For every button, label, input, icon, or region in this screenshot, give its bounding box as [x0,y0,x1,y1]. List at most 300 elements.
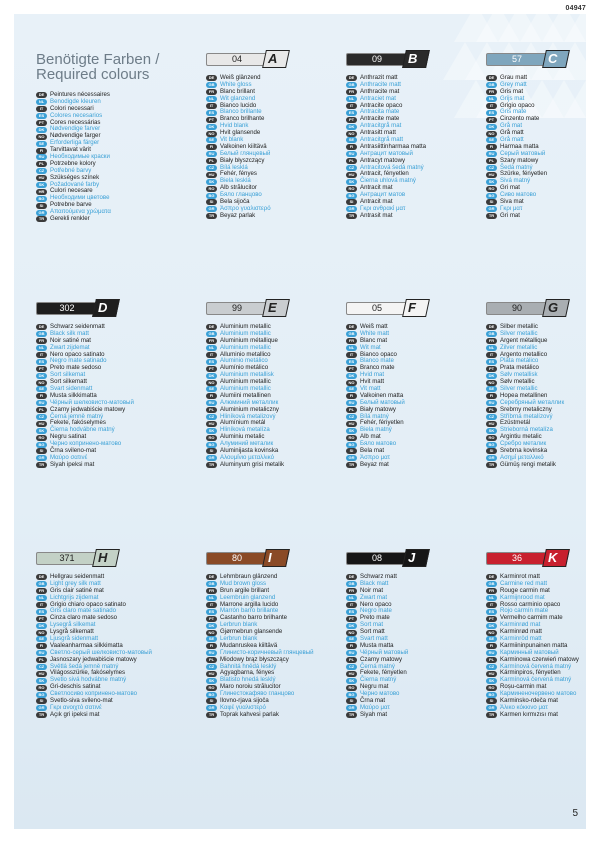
list-item-text: Бяло гланцово [220,191,262,199]
language-flag-icon: NO [36,380,47,386]
list-item-text: Sort silkematt [50,378,87,386]
list-item-text: Άσπρο ματ [360,453,391,461]
list-item-text: Černá jemně matný [50,412,104,420]
color-name-list [36,324,134,469]
list-item-text: Noir satiné mat [50,336,91,344]
language-flag-icon: DE [206,324,217,330]
list-item-text: Argintiu metalic [500,433,542,441]
list-item-text: Blanco brillante [220,108,262,116]
list-item-text: Castanho barro brilhante [220,614,288,622]
language-flag-icon: GB [36,331,47,337]
language-flag-icon: SK [36,182,47,188]
list-item-text: Серый матовый [500,149,546,157]
language-flag-icon: GR [36,705,47,711]
list-item-text: Vermelho carmim mate [500,614,563,622]
color-number: 04 [231,54,242,64]
language-flag-icon: GR [36,455,47,461]
title-line-1: Benötigte Farben / [36,51,160,68]
language-flag-icon: GR [486,705,497,711]
list-item [36,216,111,223]
language-flag-icon: DE [206,574,217,580]
list-item-text: Blanc mat [360,336,388,344]
list-item-text: Αλουμίνιο μεταλλικό [220,453,274,461]
language-flag-icon: CZ [346,165,357,171]
list-item-text: Antracit mat [360,184,393,192]
list-item-text: Lysgrå silkematt [50,628,94,636]
list-item-text: Szükséges színek [50,173,100,181]
list-item-text: Gjørmebrun glansende [220,628,283,636]
list-item-text: Grigio opaco [500,101,535,109]
language-flag-icon: RO [486,435,497,441]
color-letter-tag [402,549,430,567]
language-flag-icon: NO [486,630,497,636]
list-item-text: Hvit matt [360,378,385,386]
language-flag-icon: HU [36,671,47,677]
list-item-text: Черно матово [360,690,400,698]
list-item-text: Peintures nécessaires [50,91,110,98]
language-flag-icon: DK [206,373,217,379]
list-item-text: Gri mat [500,211,520,219]
list-item-text: Marrón barro brillante [220,607,279,615]
language-flag-icon: DK [36,623,47,629]
list-item-text: Ασημί μεταλλικό [500,453,544,461]
language-flag-icon: RU [206,151,217,157]
list-item-text: Antraciet mat [360,94,396,102]
language-flag-icon: SE [486,386,497,392]
list-item-text: Biela lesklá [220,177,251,185]
list-item-text: Antracite opaco [360,101,403,109]
language-flag-icon: DE [36,92,47,98]
language-flag-icon: RU [36,400,47,406]
list-item-text: Aluminium metallisk [220,371,274,379]
language-flag-icon: TR [486,712,497,718]
list-item-text: Šedá matný [500,163,533,171]
list-item-text: Tarvittavat värit [50,146,91,154]
color-name-list [206,574,314,719]
language-flag-icon: GR [346,206,357,212]
language-flag-icon: PT [346,366,357,372]
list-item-text: Antrasit mat [360,211,393,219]
language-flag-icon: ES [36,609,47,615]
language-flag-icon: NL [346,96,357,102]
list-item-text: Zwart zijdemat [50,343,90,351]
color-number: 90 [511,303,522,313]
language-flag-icon: PL [36,657,47,663]
list-item-text: Ljusgrå sidenmatt [50,635,99,643]
list-item-text: Fehér, fényetlen [360,419,404,427]
language-flag-icon: HU [486,421,497,427]
language-flag-icon: HU [486,671,497,677]
list-item-text: Чёрный матовый [360,648,409,656]
language-flag-icon: TR [206,712,217,718]
list-item-text: Cinza claro mate sedoso [50,614,118,622]
language-flag-icon: DE [346,574,357,580]
language-flag-icon: ES [346,359,357,365]
language-flag-icon: NL [486,345,497,351]
language-flag-icon: SK [346,179,357,185]
list-item-text: Czarny matowy [360,655,402,663]
list-item-text: Karminrød mat [500,621,541,629]
language-flag-icon: BG [486,692,497,698]
list-item-text: Svart sidenmatt [50,385,93,393]
list-item-text: Fehér, fényes [220,170,257,178]
list-item-text: Черно копринено-матово [50,440,122,448]
language-flag-icon: PL [36,161,47,167]
list-item-text: Karmijnrood mat [500,593,545,601]
list-item-text: Svetlo sivá hodvábne matný [50,676,127,684]
language-flag-icon: HU [486,172,497,178]
language-flag-icon: FR [346,338,357,344]
color-swatch [346,299,430,316]
language-flag-icon: GR [36,210,47,216]
color-name-list [206,75,271,220]
language-flag-icon: PL [206,158,217,164]
list-item-text: Karmínová červená matný [500,662,572,670]
list-item-text: Lehmbraun glänzend [220,573,278,580]
language-flag-icon: PL [346,657,357,663]
language-flag-icon: SI [36,203,47,209]
list-item-text: Mud brown gloss [220,579,267,587]
list-item-text: Szary matowy [500,156,539,164]
list-item-text: Aluminium metaliczny [220,405,279,413]
list-item-text: Hliníková metalíza [220,426,270,434]
list-item-text: Ilovno-rjava sijoča [220,697,269,705]
color-swatch [36,549,120,566]
language-flag-icon: SE [206,137,217,143]
list-item-text: Antracit, fényetlen [360,170,409,178]
list-item-text: Musta matta [360,641,394,649]
list-item-text: Alumínio metálico [220,364,269,372]
list-item-text: Gris mate [500,108,527,116]
list-item-text: Aluminium métallique [220,336,278,344]
list-item-text: Aluminyum grisi metalik [220,460,284,468]
color-swatch [486,50,570,67]
language-flag-icon: ES [206,110,217,116]
language-flag-icon: SE [486,137,497,143]
color-swatch [206,549,290,566]
language-flag-icon: IT [206,103,217,109]
language-flag-icon: HR [36,189,47,195]
list-item-text: Антрацит матовый [360,149,413,157]
language-flag-icon: DK [346,623,357,629]
list-item-text: Prata metálico [500,364,539,372]
language-flag-icon: CZ [486,165,497,171]
list-item-text: Gerekli renkler [50,215,90,223]
list-item-text: Beyaz mat [360,460,389,468]
language-flag-icon: HU [346,172,357,178]
color-name-list [346,574,408,719]
list-item [206,712,314,719]
list-item-text: Aluminijasta kovinska [220,447,279,455]
language-flag-icon: FI [486,643,497,649]
list-item-text: Antrasitt matt [360,129,396,137]
list-item-text: Schwarz seidenmatt [50,323,105,330]
language-flag-icon: RO [206,186,217,192]
list-item-text: Antracite mate [360,115,400,123]
list-item-text: Gris mat [500,87,524,95]
language-flag-icon: GR [206,705,217,711]
language-flag-icon: GB [346,82,357,88]
list-item-text: Grå mat [500,122,523,130]
list-item-text: Agyagbarna, fényes [220,669,275,677]
language-flag-icon: RO [36,685,47,691]
list-item-text: Cinzento mate [500,115,540,123]
list-item-text: Глинисто-коричневый глянцевый [220,648,314,656]
color-name-list [486,324,564,469]
language-flag-icon: PL [486,657,497,663]
language-flag-icon: PT [36,120,47,126]
language-flag-icon: CZ [206,165,217,171]
language-flag-icon: ES [486,110,497,116]
list-item-text: Čierna matný [360,676,397,684]
language-flag-icon: SE [36,386,47,392]
list-item-text: Schwarz matt [360,573,397,580]
list-item-text: Stříbrná metalízový [500,412,553,420]
list-item-text: Biela matný [360,426,392,434]
color-letter: D [98,300,108,315]
list-item-text: Siyah mat [360,710,388,718]
language-flag-icon: BG [36,442,47,448]
list-item-text: Aluminiu metalic [220,433,265,441]
list-item-text: Noir mat [360,586,384,594]
language-flag-icon: NO [346,131,357,137]
list-item-text: Anthracite matt [360,80,401,88]
language-flag-icon: HU [206,172,217,178]
language-flag-icon: PT [486,117,497,123]
language-flag-icon: GR [486,455,497,461]
list-item-text: Alluminio metallico [220,350,271,358]
language-flag-icon: CZ [346,664,357,670]
language-flag-icon: NL [206,595,217,601]
list-item-text: Μαύρο σατινέ [50,453,88,461]
color-name-list [346,75,426,220]
color-name-list [346,324,405,469]
list-item-text: Sivá matný [500,177,531,185]
language-flag-icon: NO [206,380,217,386]
language-flag-icon: GB [206,331,217,337]
list-item-text: Negro mate [360,607,392,615]
language-flag-icon: DE [206,75,217,81]
list-item-text: Vit blank [220,136,244,144]
list-item-text: Črna svileno-mat [50,447,97,455]
language-flag-icon: GB [206,82,217,88]
language-flag-icon: SI [346,199,357,205]
language-flag-icon: RO [206,685,217,691]
background-triangle [564,14,586,42]
list-item-text: Argento metallico [500,350,548,358]
list-item-text: Светлосиво копринено-матово [50,690,137,698]
list-item-text: Potrebne barve [50,201,92,209]
list-item-text: Απαιτούμενα χρώματα [50,208,111,216]
list-item [36,462,134,469]
language-flag-icon: RU [346,400,357,406]
language-flag-icon: SE [206,636,217,642]
language-flag-icon: IT [346,103,357,109]
list-item-text: Nero opaco [360,600,392,608]
list-item-text: Antracitgrå matt [360,136,404,144]
list-item-text: Карминеночервено матово [500,690,577,698]
language-flag-icon: SI [486,698,497,704]
language-flag-icon: GR [346,455,357,461]
language-flag-icon: CZ [486,664,497,670]
language-flag-icon: RO [486,186,497,192]
language-flag-icon: FR [36,338,47,344]
language-flag-icon: BG [206,692,217,698]
list-item-text: Világosszürke, fakóselymes [50,669,126,677]
language-flag-icon: CZ [206,414,217,420]
language-flag-icon: NO [206,630,217,636]
language-flag-icon: BG [346,442,357,448]
color-number: 09 [371,54,382,64]
color-letter: B [408,51,418,66]
list-item-text: Karminrot matt [500,573,540,580]
list-item-text: Srebrna kovinska [500,447,548,455]
list-item-text: Bílá matný [360,412,389,420]
list-item-text: Karmínová červená matný [500,676,572,684]
color-number: 36 [511,553,522,563]
language-flag-icon: ES [346,110,357,116]
color-number: 08 [371,553,382,563]
list-item-text: Blatisto hnedá lesklý [220,676,276,684]
list-item-text: Hvid blank [220,122,249,130]
list-item-text: Negro mate satinado [50,357,107,365]
language-flag-icon: BG [206,442,217,448]
color-letter: G [548,300,559,315]
language-flag-icon: FR [346,89,357,95]
list-item-text: Антрацит матов [360,191,406,199]
list-item-text: Blanco mate [360,357,394,365]
color-number: 371 [59,553,75,563]
list-item-text: Nødvendige farger [50,132,101,140]
language-flag-icon: DE [36,324,47,330]
list-item-text: Gri mat [500,184,520,192]
language-flag-icon: DE [486,574,497,580]
list-item-text: Roșu-carmin mat [500,683,547,691]
list-item-text: Siyah ipeksi mat [50,460,95,468]
list-item-text: Czarny jedwabiście matowy [50,405,126,413]
list-item [486,712,579,719]
language-flag-icon: SI [486,199,497,205]
list-item-text: Алуминий металик [220,440,274,448]
list-item-text: Strieborná metalíza [500,426,553,434]
list-item-text: Culori necesare [50,187,93,195]
list-item-text: Silver metallic [500,329,538,337]
language-flag-icon: SI [486,448,497,454]
language-flag-icon: SK [206,678,217,684]
list-item-text: Cores necessárias [50,118,101,126]
color-number: 302 [59,303,75,313]
language-flag-icon: FR [486,338,497,344]
language-flag-icon: FR [346,588,357,594]
list-item-text: Sort matt [360,628,385,636]
language-flag-icon: GB [486,331,497,337]
color-swatch [36,299,120,316]
list-item-text: Karmiininpunainen matta [500,641,568,649]
language-flag-icon: SI [346,698,357,704]
language-flag-icon: HU [206,671,217,677]
language-flag-icon: FI [206,643,217,649]
list-item-text: Toprak kahvesi parlak [220,710,279,718]
list-item-text: Silber metallic [500,323,538,330]
language-flag-icon: NO [486,380,497,386]
language-flag-icon: SK [486,179,497,185]
language-flag-icon: SI [206,698,217,704]
list-item-text: White gloss [220,80,252,88]
language-flag-icon: DK [36,373,47,379]
list-item-text: Branco mate [360,364,395,372]
document-number: 04947 [565,5,586,12]
list-item-text: Szürke, fényetlen [500,170,548,178]
list-item-text: Antracitová šedá matný [360,163,424,171]
list-item-text: Negru satinat [50,433,87,441]
language-flag-icon: IT [206,602,217,608]
list-item-text: Beyaz parlak [220,211,256,219]
list-item-text: Aluminium metallic [220,323,271,330]
language-flag-icon: PL [346,158,357,164]
list-item-text: Karminsko-rdeča mat [500,697,558,705]
list-item-text: Preto mate [360,614,390,622]
list-item-text: Antracyt matowy [360,156,406,164]
list-item-text: Bianco opaco [360,350,397,358]
language-flag-icon: SE [346,386,357,392]
language-flag-icon: FI [36,393,47,399]
list-item-text: Branco brilhante [220,115,265,123]
list-item-text: Белый глянцевый [220,149,271,157]
list-item-text: Černá matný [360,662,395,670]
language-flag-icon: HU [206,421,217,427]
language-flag-icon: DE [346,324,357,330]
list-item-text: Benodigde kleuren [50,97,101,105]
list-item-text: Grå matt [500,136,524,144]
list-item-text: Antracit mat [360,198,393,206]
title-line-2: Required colours [36,66,150,83]
color-letter: J [408,550,416,565]
color-number: 57 [511,54,522,64]
list-item-text: Weiß glänzend [220,74,261,81]
list-item-text: Zwart mat [360,593,388,601]
language-flag-icon: ES [486,609,497,615]
language-flag-icon: TR [346,712,357,718]
list-item-text: Musta silkkimatta [50,391,97,399]
color-letter-tag [262,549,290,567]
list-item-text: Rouge carmin mat [500,586,550,594]
list-item-text: Colori necessari [50,104,94,112]
language-flag-icon: SI [36,698,47,704]
list-item-text: Karmen kırmızısı mat [500,710,558,718]
list-item-text: Sølv metallisk [500,371,538,379]
language-flag-icon: NO [346,630,357,636]
list-item [346,712,408,719]
language-flag-icon: FI [206,393,217,399]
language-flag-icon: CZ [346,414,357,420]
language-flag-icon: RU [346,151,357,157]
list-item-text: Bela mat [360,447,385,455]
language-flag-icon: DE [346,75,357,81]
list-item-text: Необходими цветове [50,194,110,202]
language-flag-icon: FR [36,588,47,594]
list-item [206,462,284,469]
language-flag-icon: BG [346,692,357,698]
list-item-text: Ezüstmetál [500,419,531,427]
color-letter: A [268,51,278,66]
list-item-text: Biały matowy [360,405,396,413]
list-item-text: Svart matt [360,635,388,643]
list-item-text: Negru mat [360,683,389,691]
language-flag-icon: RU [486,400,497,406]
list-item-text: Zilver metallic [500,343,538,351]
language-flag-icon: SK [36,678,47,684]
language-flag-icon: TR [36,462,47,468]
